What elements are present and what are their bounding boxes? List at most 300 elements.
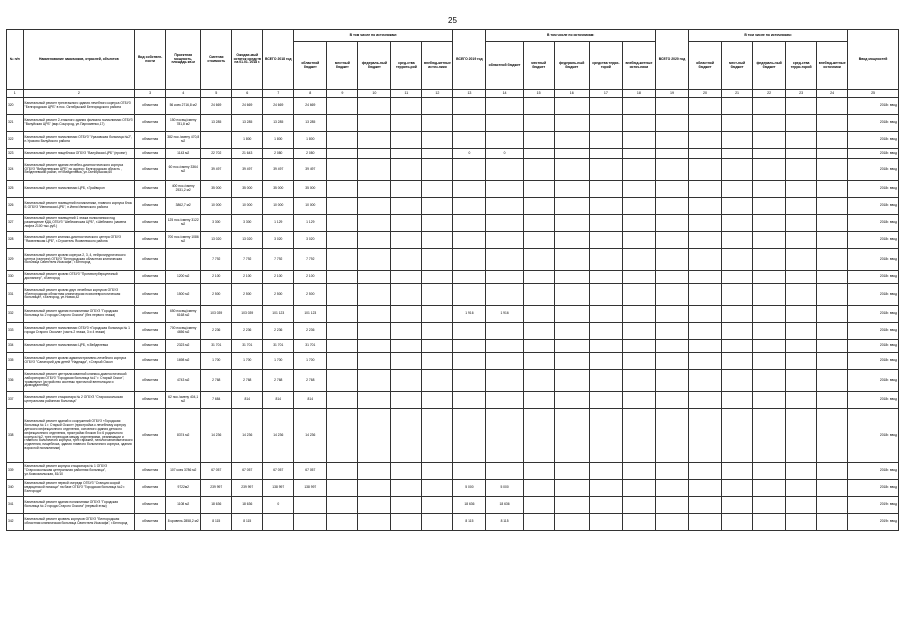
local-budget-2020 (722, 370, 753, 392)
table-row (7, 284, 899, 306)
regional-budget-2019: 8 115 (486, 514, 523, 531)
capacity-input: 2018г. ввод (848, 232, 899, 249)
extrabudget-2020 (817, 149, 848, 159)
territory-funds-2019 (589, 323, 622, 340)
federal-budget-2020 (753, 409, 786, 463)
federal-budget-2019 (554, 115, 589, 132)
capacity-input: 2019г. ввод (848, 514, 899, 531)
territory-funds-2020 (786, 215, 817, 232)
federal-budget-2018 (358, 463, 391, 480)
object-name: Капитальный ремонт поликлиники ЦРБ, г.Грайворон (23, 181, 135, 198)
federal-budget-2019 (554, 480, 589, 497)
estimated-cost: 13 285 (201, 115, 232, 132)
local-budget-2020 (722, 132, 753, 149)
federal-budget-2019 (554, 98, 589, 115)
extrabudget-2019 (622, 159, 655, 181)
federal-budget-2018 (358, 480, 391, 497)
capacity: 8 кровель 2858,2 м2 (166, 514, 201, 531)
ownership: областная (135, 370, 166, 392)
federal-budget-2020 (753, 132, 786, 149)
regional-budget-2018: 67 057 (294, 463, 327, 480)
total-2018 (263, 514, 294, 531)
extrabudget-2018 (422, 306, 453, 323)
regional-budget-2018: 35 000 (294, 181, 327, 198)
extrabudget-2018 (422, 392, 453, 409)
row-number: 332 (7, 306, 24, 323)
total-2019 (453, 323, 486, 340)
regional-budget-2018: 31 701 (294, 340, 327, 353)
territory-funds-2020 (786, 249, 817, 271)
column-number: 22 (753, 90, 786, 98)
total-2020 (655, 132, 688, 149)
territory-funds-2020 (786, 149, 817, 159)
ownership: областная (135, 159, 166, 181)
total-2019 (453, 463, 486, 480)
sub-header: внебюд-жетные источники (817, 42, 848, 90)
total-2019 (453, 370, 486, 392)
capacity-input: 2018г. ввод (848, 132, 899, 149)
sub-header: федераль-ный бюджет (358, 42, 391, 90)
local-budget-2018 (327, 463, 358, 480)
total-2020 (655, 514, 688, 531)
object-name: Капитальный ремонт помещений 1 этажа поликлиники под размещение КДЦ ОГБУЗ "Шебекинская ЦРБ", г.Шебекино (замена лифта 2100 тыс.руб.) (23, 215, 135, 232)
expected-rest: 3 300 (232, 215, 263, 232)
federal-budget-2018 (358, 340, 391, 353)
table-row (7, 98, 899, 115)
federal-budget-2020 (753, 306, 786, 323)
regional-budget-2019 (486, 181, 523, 198)
territory-funds-2019 (589, 463, 622, 480)
ownership: областная (135, 409, 166, 463)
regional-budget-2019 (486, 271, 523, 284)
col-total-2018-header: ВСЕГО 2018 год (263, 30, 294, 90)
capacity: 8374 м2 (166, 409, 201, 463)
total-2019 (453, 159, 486, 181)
extrabudget-2020 (817, 323, 848, 340)
total-2018: 2 236 (263, 323, 294, 340)
row-number: 326 (7, 198, 24, 215)
object-name: Капитальный ремонт кровли административно-лечебного корпуса ОГБУЗ "Санаторий для детей "Надежда", г.Старый Оскол (23, 353, 135, 370)
federal-budget-2018 (358, 232, 391, 249)
local-budget-2019 (523, 306, 554, 323)
estimated-cost: 2 500 (201, 284, 232, 306)
total-2019 (453, 215, 486, 232)
regional-budget-2019 (486, 215, 523, 232)
regional-budget-2020 (689, 115, 722, 132)
regional-budget-2018: 24 669 (294, 98, 327, 115)
row-number: 325 (7, 181, 24, 198)
ownership: областная (135, 392, 166, 409)
federal-budget-2018 (358, 215, 391, 232)
row-number: 334 (7, 340, 24, 353)
row-number: 340 (7, 480, 24, 497)
col-rest-header: Ожидае-мый остаток средств на 01.01. 2018 г. (232, 30, 263, 90)
object-name: Капитальный ремонт зданий и сооружений ОГБУЗ «Городская больница № 1 г. Старый Оскол» (пристройка к лечебному корпусу детского инфекционного отделения, основного здания детского инфекционного отделения, пристройки блоков 5 и 6 родильного корпуса №2, трех переходов между отделениями, реанимации и главного больничного корпуса, трех гаражей, патологоанатомического отделения, пищеблока, здания главного больничного корпуса, здания взрослой поликлиники) (23, 409, 135, 463)
regional-budget-2018: 10 000 (294, 198, 327, 215)
local-budget-2019 (523, 159, 554, 181)
ownership: областная (135, 215, 166, 232)
col-ownership-header: Вид собствен-ности (135, 30, 166, 90)
row-number: 331 (7, 284, 24, 306)
extrabudget-2018 (422, 323, 453, 340)
capacity (166, 249, 201, 271)
total-2018: 10 000 (263, 198, 294, 215)
local-budget-2020 (722, 306, 753, 323)
expected-rest: 8 115 (232, 514, 263, 531)
column-number: 23 (786, 90, 817, 98)
ownership: областная (135, 271, 166, 284)
regional-budget-2018: 2 236 (294, 323, 327, 340)
regional-budget-2020 (689, 284, 722, 306)
object-name: Капитальный ремонт поликлиники ОГБУЗ "Уразовская больница №2", п.Уразово Валуйского района (23, 132, 135, 149)
total-2019: 18 636 (453, 497, 486, 514)
territory-funds-2019 (589, 409, 622, 463)
sources-2018-header: В том числе по источникам: (294, 30, 453, 42)
extrabudget-2018 (422, 284, 453, 306)
territory-funds-2018 (391, 306, 422, 323)
row-number: 322 (7, 132, 24, 149)
federal-budget-2020 (753, 181, 786, 198)
sub-header: областной бюджет (486, 42, 523, 90)
local-budget-2019 (523, 98, 554, 115)
federal-budget-2019 (554, 323, 589, 340)
regional-budget-2019 (486, 98, 523, 115)
regional-budget-2019 (486, 159, 523, 181)
capacity-input: 2018г. ввод (848, 392, 899, 409)
estimated-cost: 10 000 (201, 198, 232, 215)
total-2019 (453, 232, 486, 249)
extrabudget-2020 (817, 132, 848, 149)
regional-budget-2020 (689, 232, 722, 249)
row-number: 333 (7, 323, 24, 340)
territory-funds-2020 (786, 370, 817, 392)
estimated-cost: 22 702 (201, 149, 232, 159)
total-2020 (655, 392, 688, 409)
table-row (7, 340, 899, 353)
total-2019 (453, 249, 486, 271)
total-2018: 3 020 (263, 232, 294, 249)
federal-budget-2020 (753, 353, 786, 370)
federal-budget-2018 (358, 392, 391, 409)
sub-header: федераль-ный бюджет (753, 42, 786, 90)
regional-budget-2020 (689, 514, 722, 531)
capacity-input: 2018г. ввод (848, 284, 899, 306)
column-number: 1 (7, 90, 24, 98)
federal-budget-2020 (753, 198, 786, 215)
regional-budget-2020 (689, 271, 722, 284)
extrabudget-2019 (622, 271, 655, 284)
territory-funds-2019 (589, 514, 622, 531)
column-number-row (7, 90, 899, 98)
extrabudget-2018 (422, 149, 453, 159)
local-budget-2020 (722, 98, 753, 115)
extrabudget-2019 (622, 284, 655, 306)
estimated-cost: 3 300 (201, 215, 232, 232)
expected-rest: 239 997 (232, 480, 263, 497)
extrabudget-2018 (422, 215, 453, 232)
territory-funds-2020 (786, 392, 817, 409)
regional-budget-2019 (486, 323, 523, 340)
federal-budget-2020 (753, 392, 786, 409)
territory-funds-2020 (786, 115, 817, 132)
expected-rest: 10 000 (232, 198, 263, 215)
ownership: областная (135, 98, 166, 115)
territory-funds-2020 (786, 514, 817, 531)
capacity: 125 пос./смену 3122 м2 (166, 215, 201, 232)
expected-rest: 2 236 (232, 323, 263, 340)
col-total-2020-header: ВСЕГО 2020 год (655, 30, 688, 90)
local-budget-2018 (327, 115, 358, 132)
total-2020 (655, 181, 688, 198)
local-budget-2018 (327, 271, 358, 284)
total-2019 (453, 409, 486, 463)
extrabudget-2019 (622, 514, 655, 531)
federal-budget-2020 (753, 232, 786, 249)
capacity-input: 2018г. ввод (848, 353, 899, 370)
territory-funds-2019 (589, 284, 622, 306)
local-budget-2020 (722, 284, 753, 306)
territory-funds-2020 (786, 409, 817, 463)
col-capacity-header: Проектная мощность, площадь кв.м (166, 30, 201, 90)
expected-rest: 7 792 (232, 249, 263, 271)
ownership: областная (135, 340, 166, 353)
row-number: 320 (7, 98, 24, 115)
federal-budget-2020 (753, 480, 786, 497)
regional-budget-2018: 101 123 (294, 306, 327, 323)
local-budget-2020 (722, 392, 753, 409)
total-2020 (655, 497, 688, 514)
col-cost-header: Сметная стоимость (201, 30, 232, 90)
sub-header: областной бюджет (689, 42, 722, 90)
extrabudget-2020 (817, 306, 848, 323)
capacity-input: 2018г. ввод (848, 271, 899, 284)
federal-budget-2019 (554, 370, 589, 392)
territory-funds-2018 (391, 215, 422, 232)
extrabudget-2019 (622, 306, 655, 323)
column-number: 8 (294, 90, 327, 98)
local-budget-2018 (327, 340, 358, 353)
local-budget-2019 (523, 323, 554, 340)
expected-rest: 2 500 (232, 284, 263, 306)
federal-budget-2018 (358, 409, 391, 463)
federal-budget-2020 (753, 497, 786, 514)
capacity-input: 2018г. ввод (848, 306, 899, 323)
regional-budget-2018: 1 129 (294, 215, 327, 232)
regional-budget-2019 (486, 198, 523, 215)
federal-budget-2020 (753, 159, 786, 181)
territory-funds-2019 (589, 115, 622, 132)
territory-funds-2018 (391, 98, 422, 115)
column-number: 14 (486, 90, 523, 98)
federal-budget-2018 (358, 353, 391, 370)
territory-funds-2020 (786, 284, 817, 306)
territory-funds-2019 (589, 392, 622, 409)
capacity-input: 2018г. ввод (848, 370, 899, 392)
column-number: 9 (327, 90, 358, 98)
regional-budget-2019 (486, 232, 523, 249)
extrabudget-2019 (622, 181, 655, 198)
total-2019 (453, 181, 486, 198)
object-name: Капитальный ремонт здания поликлиники ОГБУЗ "Городская больница № 2 города Старого Оскола" (без первого этажа) (23, 306, 135, 323)
sub-header: федераль-ный бюджет (554, 42, 589, 90)
local-budget-2020 (722, 323, 753, 340)
local-budget-2019 (523, 271, 554, 284)
total-2019 (453, 340, 486, 353)
column-number: 13 (453, 90, 486, 98)
estimated-cost: 7 792 (201, 249, 232, 271)
territory-funds-2018 (391, 370, 422, 392)
regional-budget-2020 (689, 149, 722, 159)
total-2020 (655, 463, 688, 480)
table-row (7, 323, 899, 340)
territory-funds-2018 (391, 198, 422, 215)
col-num-header: № п/п (7, 30, 24, 90)
regional-budget-2019: 0 (486, 149, 523, 159)
territory-funds-2020 (786, 497, 817, 514)
expected-rest: 103 039 (232, 306, 263, 323)
column-number: 21 (722, 90, 753, 98)
column-number: 5 (201, 90, 232, 98)
row-number: 338 (7, 409, 24, 463)
local-budget-2020 (722, 353, 753, 370)
estimated-cost: 18 636 (201, 497, 232, 514)
extrabudget-2020 (817, 215, 848, 232)
extrabudget-2020 (817, 115, 848, 132)
sub-header: мест-ный бюджет (722, 42, 753, 90)
local-budget-2018 (327, 198, 358, 215)
expected-rest: 31 701 (232, 340, 263, 353)
local-budget-2020 (722, 480, 753, 497)
column-number: 12 (422, 90, 453, 98)
sub-header: сред-ства террито-рий (391, 42, 422, 90)
extrabudget-2019 (622, 215, 655, 232)
regional-budget-2018: 1 800 (294, 132, 327, 149)
capacity-input: 2018г. ввод (848, 340, 899, 353)
total-2018: 138 997 (263, 480, 294, 497)
extrabudget-2019 (622, 370, 655, 392)
territory-funds-2018 (391, 284, 422, 306)
table-row (7, 181, 899, 198)
regional-budget-2018: 814 (294, 392, 327, 409)
sources-2020-header: В том числе по источникам: (689, 30, 848, 42)
local-budget-2019 (523, 284, 554, 306)
federal-budget-2019 (554, 392, 589, 409)
capacity: 1500 м2 (166, 284, 201, 306)
federal-budget-2020 (753, 323, 786, 340)
regional-budget-2019 (486, 132, 523, 149)
regional-budget-2019 (486, 353, 523, 370)
federal-budget-2019 (554, 284, 589, 306)
row-number: 324 (7, 159, 24, 181)
federal-budget-2019 (554, 181, 589, 198)
total-2018: 39 497 (263, 159, 294, 181)
federal-budget-2020 (753, 215, 786, 232)
total-2019: 5 000 (453, 480, 486, 497)
ownership: областная (135, 232, 166, 249)
local-budget-2019 (523, 392, 554, 409)
extrabudget-2018 (422, 159, 453, 181)
estimated-cost: 67 057 (201, 463, 232, 480)
local-budget-2020 (722, 159, 753, 181)
table-row (7, 306, 899, 323)
extrabudget-2020 (817, 159, 848, 181)
territory-funds-2020 (786, 306, 817, 323)
object-name: Капитальный ремонт корпуса стационара № 1 ОГБУЗ "Старооскольская центральная районная больница", ул.Комсомольская, 81/10 (23, 463, 135, 480)
regional-budget-2020 (689, 353, 722, 370)
extrabudget-2020 (817, 340, 848, 353)
federal-budget-2018 (358, 249, 391, 271)
federal-budget-2019 (554, 353, 589, 370)
regional-budget-2020 (689, 249, 722, 271)
territory-funds-2018 (391, 181, 422, 198)
extrabudget-2019 (622, 323, 655, 340)
row-number: 339 (7, 463, 24, 480)
regional-budget-2020 (689, 159, 722, 181)
column-number: 20 (689, 90, 722, 98)
federal-budget-2019 (554, 215, 589, 232)
territory-funds-2020 (786, 340, 817, 353)
federal-budget-2020 (753, 271, 786, 284)
row-number: 327 (7, 215, 24, 232)
table-row (7, 249, 899, 271)
total-2020 (655, 409, 688, 463)
local-budget-2019 (523, 514, 554, 531)
capacity: 4743 м2 (166, 370, 201, 392)
total-2018: 2 768 (263, 370, 294, 392)
capacity: 1108 м2 (166, 497, 201, 514)
sub-header: внебюд-жетные источ-ники (622, 42, 655, 90)
row-number: 337 (7, 392, 24, 409)
territory-funds-2019 (589, 306, 622, 323)
extrabudget-2018 (422, 353, 453, 370)
extrabudget-2019 (622, 480, 655, 497)
regional-budget-2020 (689, 181, 722, 198)
extrabudget-2020 (817, 409, 848, 463)
capacity-input: 2018г. ввод (848, 149, 899, 159)
table-row (7, 215, 899, 232)
territory-funds-2020 (786, 98, 817, 115)
local-budget-2018 (327, 306, 358, 323)
row-number: 330 (7, 271, 24, 284)
estimated-cost: 239 997 (201, 480, 232, 497)
ownership: областная (135, 480, 166, 497)
territory-funds-2020 (786, 480, 817, 497)
estimated-cost: 2 768 (201, 370, 232, 392)
extrabudget-2018 (422, 340, 453, 353)
extrabudget-2018 (422, 115, 453, 132)
capacity: 9722м2 (166, 480, 201, 497)
sub-header: средства терри-торий (589, 42, 622, 90)
local-budget-2019 (523, 480, 554, 497)
extrabudget-2018 (422, 370, 453, 392)
expected-rest: 2 768 (232, 370, 263, 392)
territory-funds-2019 (589, 249, 622, 271)
federal-budget-2019 (554, 514, 589, 531)
total-2018: 1 800 (263, 132, 294, 149)
federal-budget-2020 (753, 115, 786, 132)
expected-rest: 1 700 (232, 353, 263, 370)
expected-rest: 39 497 (232, 159, 263, 181)
total-2020 (655, 115, 688, 132)
regional-budget-2020 (689, 392, 722, 409)
regional-budget-2018 (294, 497, 327, 514)
extrabudget-2020 (817, 392, 848, 409)
regional-budget-2019: 1 916 (486, 306, 523, 323)
local-budget-2018 (327, 132, 358, 149)
column-number: 10 (358, 90, 391, 98)
estimated-cost: 35 000 (201, 181, 232, 198)
regional-budget-2020 (689, 497, 722, 514)
